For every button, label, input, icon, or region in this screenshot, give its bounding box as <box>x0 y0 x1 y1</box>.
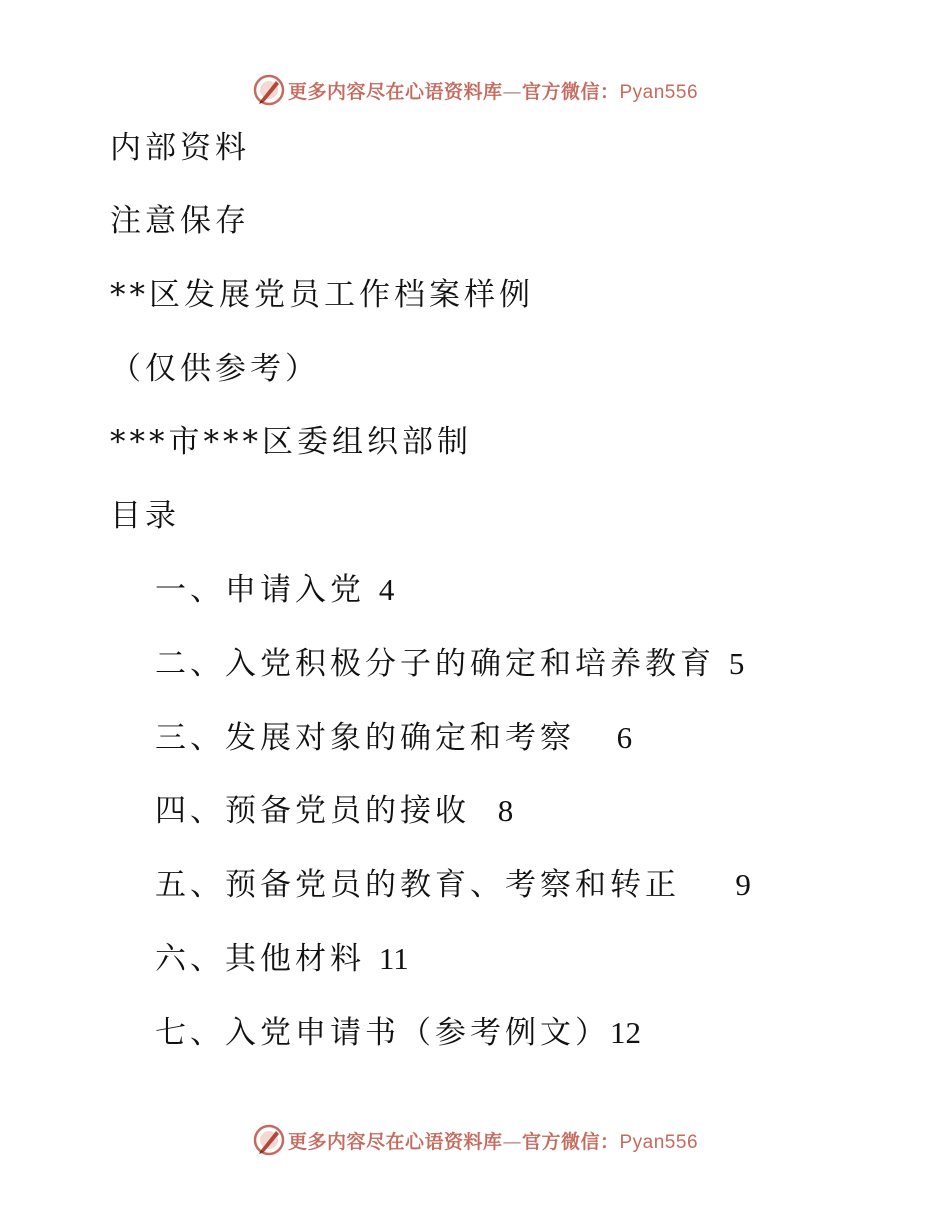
pen-logo-icon <box>252 1123 286 1157</box>
toc-page-number: 4 <box>378 572 395 607</box>
issuer-line: ***市***区委组织部制 <box>110 424 472 460</box>
toc-page-number: 8 <box>497 793 514 828</box>
toc-page-number: 6 <box>616 720 633 755</box>
toc-item: 五、预备党员的教育、考察和转正 9 <box>155 867 751 903</box>
toc-item: 四、预备党员的接收 8 <box>155 793 514 829</box>
pen-logo-icon <box>252 73 286 107</box>
toc-item: 二、入党积极分子的确定和培养教育 5 <box>155 646 745 682</box>
internal-material-label: 内部资料 <box>110 130 250 166</box>
toc-item: 三、发展对象的确定和考察 6 <box>155 720 633 756</box>
toc-item: 六、其他材料 11 <box>155 941 409 977</box>
keep-safe-label: 注意保存 <box>110 203 250 239</box>
toc-page-number: 11 <box>378 941 409 976</box>
toc-page-number: 5 <box>728 646 745 681</box>
document-title: **区发展党员工作档案样例 <box>110 277 534 313</box>
watermark-text: 更多内容尽在心语资料库—官方微信：Pyan556 <box>287 1130 699 1153</box>
reference-note: （仅供参考） <box>110 351 320 387</box>
toc-heading: 目录 <box>110 498 180 534</box>
footer-watermark-banner <box>0 1120 950 1160</box>
toc-item: 七、入党申请书（参考例文）12 <box>155 1015 641 1051</box>
header-watermark-banner <box>0 70 950 110</box>
toc-item: 一、申请入党 4 <box>155 572 395 608</box>
watermark-text: 更多内容尽在心语资料库—官方微信：Pyan556 <box>287 80 699 103</box>
toc-page-number: 12 <box>610 1015 641 1050</box>
toc-page-number: 9 <box>735 867 751 902</box>
